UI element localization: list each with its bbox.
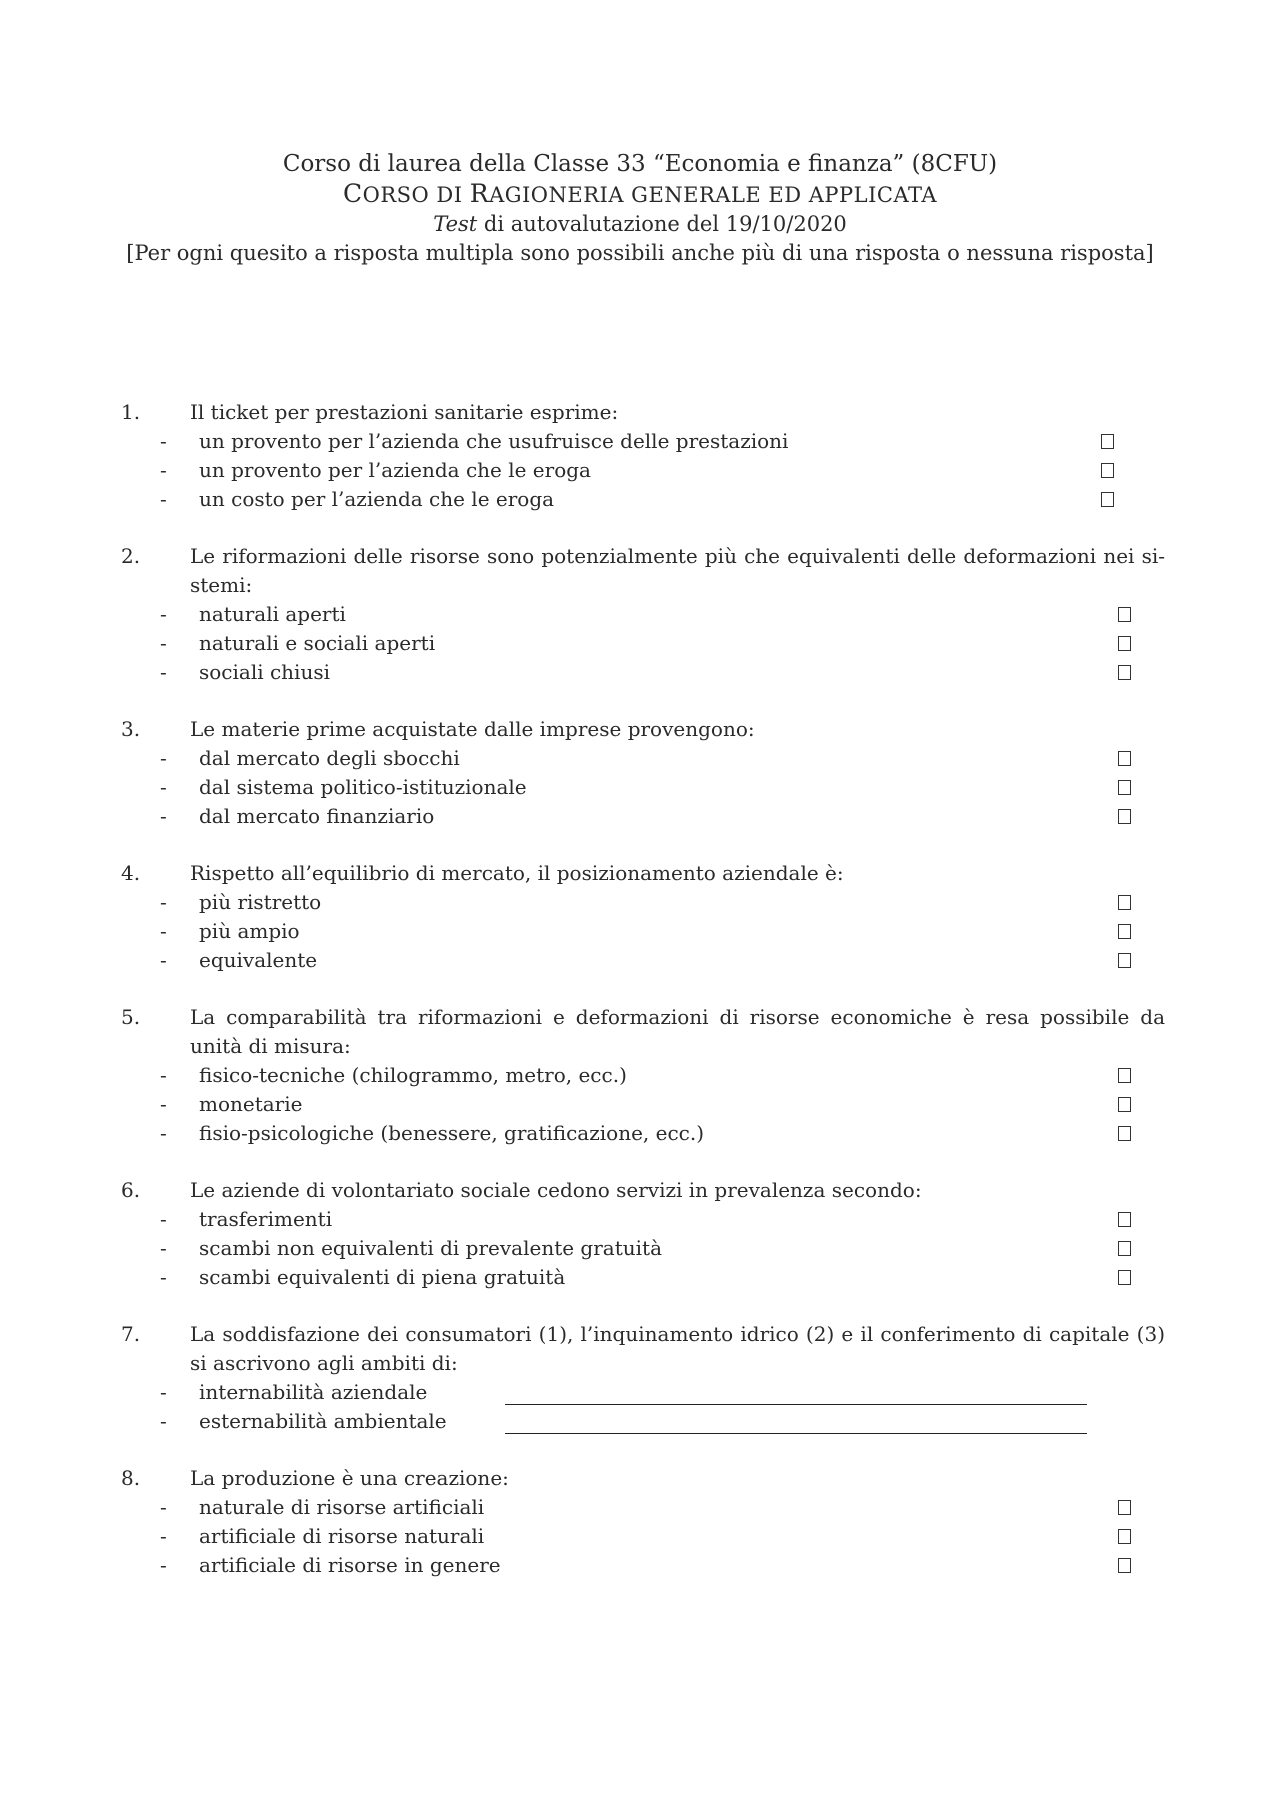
answer-checkbox[interactable] bbox=[1118, 809, 1131, 824]
question-text: La soddisfazione dei consumatori (1), l’inquinamento idrico (2) e il conferimento di capitale (3) si ascrivono agli ambiti di: bbox=[190, 1322, 1165, 1375]
test-subtitle bbox=[0, 210, 1280, 239]
option-text: internabilità aziendale bbox=[199, 1380, 428, 1404]
question-text: Il ticket per prestazioni sanitarie esprime: bbox=[190, 400, 619, 424]
question-8 bbox=[0, 1464, 1280, 1580]
answer-checkbox[interactable] bbox=[1118, 895, 1131, 910]
answer-checkbox[interactable] bbox=[1101, 463, 1114, 478]
option-dash: - bbox=[160, 746, 167, 770]
answer-fill-line[interactable] bbox=[505, 1433, 1087, 1434]
option-text: un provento per l’azienda che usufruisce delle prestazioni bbox=[199, 429, 789, 453]
question-number: 3. bbox=[121, 717, 141, 741]
option-row bbox=[0, 1551, 1280, 1580]
option-dash: - bbox=[160, 1524, 167, 1548]
question-4 bbox=[0, 859, 1280, 975]
option-row bbox=[0, 1061, 1280, 1090]
option-text: più ristretto bbox=[199, 890, 322, 914]
answer-checkbox[interactable] bbox=[1118, 1529, 1131, 1544]
option-text: dal mercato degli sbocchi bbox=[199, 746, 460, 770]
course-title-word-2: AGIONERIA GENERALE ED APPLICATA bbox=[489, 183, 938, 207]
option-text: dal sistema politico-istituzionale bbox=[199, 775, 527, 799]
option-row bbox=[0, 1119, 1280, 1148]
question-number: 8. bbox=[121, 1466, 141, 1490]
degree-title: Corso di laurea della Classe 33 “Economia e finanza” (8CFU) bbox=[282, 151, 998, 177]
option-row bbox=[0, 1234, 1280, 1263]
course-title-initial-r: R bbox=[469, 179, 490, 208]
answer-checkbox[interactable] bbox=[1118, 1097, 1131, 1112]
option-text: scambi equivalenti di piena gratuità bbox=[199, 1265, 566, 1289]
test-word: Test bbox=[433, 212, 478, 236]
option-text: artificiale di risorse naturali bbox=[199, 1524, 485, 1548]
option-dash: - bbox=[160, 1236, 167, 1260]
question-number: 7. bbox=[121, 1322, 141, 1346]
question-text: Le aziende di volontariato sociale cedono servizi in prevalenza secondo: bbox=[190, 1178, 922, 1202]
option-text: naturali e sociali aperti bbox=[199, 631, 436, 655]
option-text: dal mercato finanziario bbox=[199, 804, 435, 828]
option-text: fisico-tecniche (chilogrammo, metro, ecc.) bbox=[199, 1063, 627, 1087]
option-row bbox=[0, 629, 1280, 658]
question-number: 4. bbox=[121, 861, 141, 885]
answer-checkbox[interactable] bbox=[1118, 1558, 1131, 1573]
option-row bbox=[0, 658, 1280, 687]
option-row bbox=[0, 1263, 1280, 1292]
question-7 bbox=[0, 1320, 1280, 1436]
option-text: naturale di risorse artificiali bbox=[199, 1495, 485, 1519]
option-dash: - bbox=[160, 631, 167, 655]
option-row bbox=[0, 744, 1280, 773]
option-text: un provento per l’azienda che le eroga bbox=[199, 458, 591, 482]
option-text: fisio-psicologiche (benessere, gratificazione, ecc.) bbox=[199, 1121, 705, 1145]
option-row bbox=[0, 1378, 1280, 1407]
answer-checkbox[interactable] bbox=[1118, 924, 1131, 939]
question-text: Le riformazioni delle risorse sono potenzialmente più che equivalenti delle deformazioni nei si-stemi: bbox=[190, 544, 1165, 597]
answer-checkbox[interactable] bbox=[1118, 953, 1131, 968]
option-row bbox=[0, 427, 1280, 456]
option-row bbox=[0, 1493, 1280, 1522]
option-text: trasferimenti bbox=[199, 1207, 333, 1231]
option-text: naturali aperti bbox=[199, 602, 346, 626]
answer-checkbox[interactable] bbox=[1118, 1126, 1131, 1141]
option-row bbox=[0, 888, 1280, 917]
option-dash: - bbox=[160, 660, 167, 684]
question-number: 1. bbox=[121, 400, 141, 424]
answer-checkbox[interactable] bbox=[1118, 1270, 1131, 1285]
option-text: artificiale di risorse in genere bbox=[199, 1553, 501, 1577]
question-2 bbox=[0, 542, 1280, 687]
answer-checkbox[interactable] bbox=[1118, 780, 1131, 795]
option-row bbox=[0, 1205, 1280, 1234]
answer-checkbox[interactable] bbox=[1118, 1068, 1131, 1083]
option-text: esternabilità ambientale bbox=[199, 1409, 447, 1433]
option-text: monetarie bbox=[199, 1092, 303, 1116]
answer-fill-line[interactable] bbox=[505, 1404, 1087, 1405]
question-number: 6. bbox=[121, 1178, 141, 1202]
option-dash: - bbox=[160, 1553, 167, 1577]
answer-checkbox[interactable] bbox=[1101, 434, 1114, 449]
option-row bbox=[0, 600, 1280, 629]
question-text: Le materie prime acquistate dalle imprese provengono: bbox=[190, 717, 755, 741]
instructions-note: [Per ogni quesito a risposta multipla sono possibili anche più di una risposta o nessuna risposta] bbox=[126, 241, 1154, 265]
option-text: scambi non equivalenti di prevalente gratuità bbox=[199, 1236, 662, 1260]
option-dash: - bbox=[160, 429, 167, 453]
answer-checkbox[interactable] bbox=[1118, 1212, 1131, 1227]
option-row bbox=[0, 1090, 1280, 1119]
option-row bbox=[0, 946, 1280, 975]
option-text: più ampio bbox=[199, 919, 300, 943]
option-dash: - bbox=[160, 1495, 167, 1519]
answer-checkbox[interactable] bbox=[1118, 636, 1131, 651]
option-text: equivalente bbox=[199, 948, 318, 972]
question-list bbox=[0, 398, 1280, 1608]
option-dash: - bbox=[160, 1380, 167, 1404]
option-dash: - bbox=[160, 804, 167, 828]
option-dash: - bbox=[160, 775, 167, 799]
answer-checkbox[interactable] bbox=[1118, 751, 1131, 766]
question-number: 5. bbox=[121, 1005, 141, 1029]
question-text: La produzione è una creazione: bbox=[190, 1466, 509, 1490]
question-5 bbox=[0, 1003, 1280, 1148]
course-title-word-1: ORSO DI bbox=[362, 183, 470, 207]
option-dash: - bbox=[160, 1207, 167, 1231]
question-text: Rispetto all’equilibrio di mercato, il posizionamento aziendale è: bbox=[190, 861, 844, 885]
answer-checkbox[interactable] bbox=[1118, 665, 1131, 680]
option-dash: - bbox=[160, 458, 167, 482]
question-number: 2. bbox=[121, 544, 141, 568]
option-dash: - bbox=[160, 487, 167, 511]
question-3 bbox=[0, 715, 1280, 831]
option-text: un costo per l’azienda che le eroga bbox=[199, 487, 555, 511]
option-dash: - bbox=[160, 1063, 167, 1087]
option-row bbox=[0, 773, 1280, 802]
course-title bbox=[0, 179, 1280, 210]
option-dash: - bbox=[160, 890, 167, 914]
option-text: sociali chiusi bbox=[199, 660, 330, 684]
course-title-initial-c: C bbox=[342, 179, 363, 208]
question-1 bbox=[0, 398, 1280, 514]
option-dash: - bbox=[160, 1409, 167, 1433]
option-dash: - bbox=[160, 1092, 167, 1116]
test-subtitle-rest: di autovalutazione del 19/10/2020 bbox=[477, 212, 847, 236]
option-row bbox=[0, 456, 1280, 485]
question-text: La comparabilità tra riformazioni e deformazioni di risorse economiche è resa possibile da unità di misura: bbox=[190, 1005, 1165, 1058]
option-row bbox=[0, 1407, 1280, 1436]
option-dash: - bbox=[160, 1121, 167, 1145]
option-dash: - bbox=[160, 919, 167, 943]
option-row bbox=[0, 485, 1280, 514]
option-dash: - bbox=[160, 1265, 167, 1289]
answer-checkbox[interactable] bbox=[1118, 1500, 1131, 1515]
answer-checkbox[interactable] bbox=[1101, 492, 1114, 507]
option-row bbox=[0, 802, 1280, 831]
option-row bbox=[0, 917, 1280, 946]
option-row bbox=[0, 1522, 1280, 1551]
question-6 bbox=[0, 1176, 1280, 1292]
answer-checkbox[interactable] bbox=[1118, 1241, 1131, 1256]
option-dash: - bbox=[160, 948, 167, 972]
option-dash: - bbox=[160, 602, 167, 626]
document-header bbox=[0, 150, 1280, 268]
answer-checkbox[interactable] bbox=[1118, 607, 1131, 622]
